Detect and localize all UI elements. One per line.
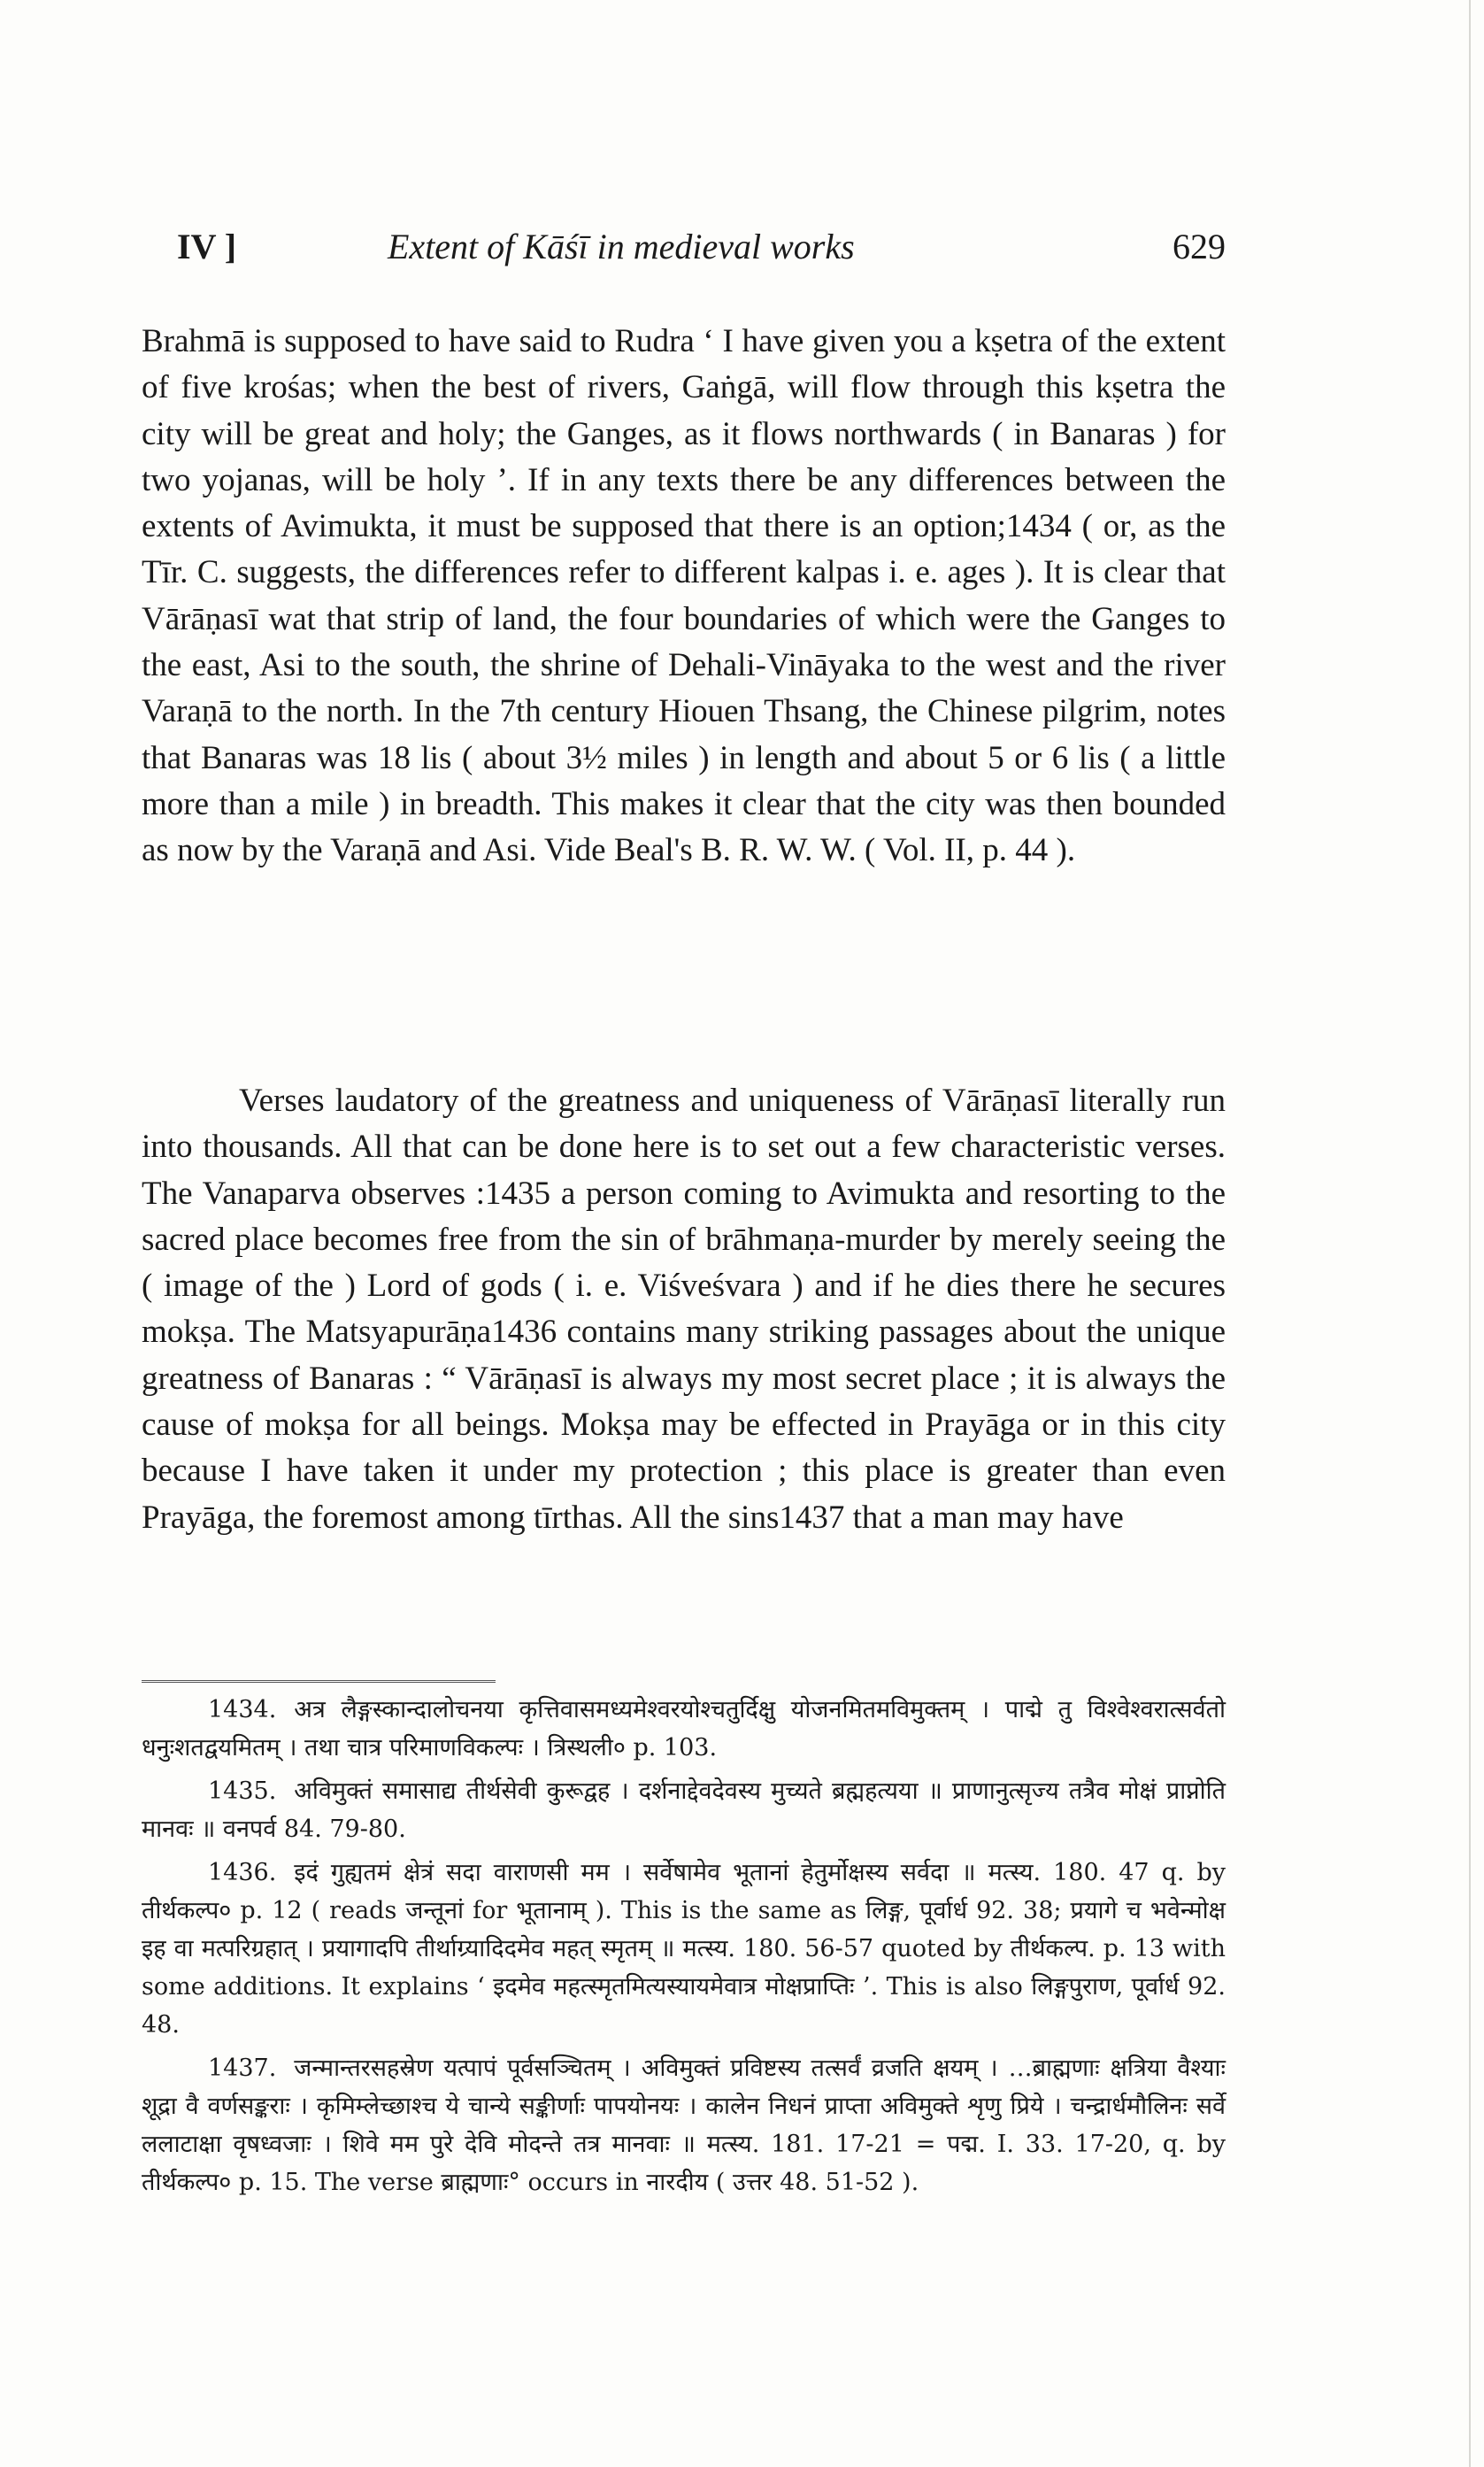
body-paragraph: Verses laudatory of the greatness and uniqueness of Vārāṇasī literally run into thousands. All that can be done here is to set out a few characteristic verses. The Vanaparva observes :1435 a person coming to Avimukta and resorting to the sacred place becomes free from the sin of brāhmaṇa-murder by merely seeing the ( image of the ) Lord of gods ( i. e. Viśveśvara ) and if he dies there he secures mokṣa. The Matsyapurāṇa1436 contains many striking passages about the unique greatness of Banaras : “ Vārāṇasī is always my most secret place ; it is always the cause of mokṣa for all beings. Mokṣa may be effected in Prayāga or in this city because I have taken it under my protection ; this place is greater than even Prayāga, the foremost among tīrthas. All the sins1437 that a man may have bbox=[142, 1083, 1226, 1536]
footnote-text: जन्मान्तरसहस्रेण यत्पापं पूर्वसञ्चितम् । अविमुक्तं प्रविष्टस्य तत्सर्वं व्रजति क्षयम् । …ब्राह्मणाः क्षत्रिया वैश्याः शूद्रा वै वर्णसङ्कराः । कृमिम्लेच्छाश्च ये चान्ये सङ्कीर्णाः पापयोनयः । कालेन निधनं प्राप्ता अविमुक्ते शृणु प्रिये । चन्द्रार्धमौलिनः सर्वे ललाटाक्षा वृषध्वजाः । शिवे मम पुरे देवि मोदन्ते तत्र मानवाः ॥ मत्स्य. 181. 17-21 = पद्म. I. 33. 17-20, q. by तीर्थकल्प० p. 15. The verse ब्राह्मणाः° occurs in नारदीय ( उत्तर 48. 51-52 ). bbox=[142, 2055, 1226, 2196]
footnote-number: 1434. bbox=[208, 1696, 277, 1723]
running-title: Extent of Kāśī in medieval works bbox=[388, 227, 855, 266]
footnote-separator bbox=[142, 1680, 496, 1683]
chapter-marker: IV ] bbox=[177, 227, 237, 266]
footnote-number: 1437. bbox=[208, 2055, 277, 2082]
footnote-text: अविमुक्तं समासाद्य तीर्थसेवी कुरूद्वह । दर्शनाद्देवदेवस्य मुच्यते ब्रह्महत्यया ॥ प्राणानुत्सृज्य तत्रैव मोक्षं प्राप्नोति मानवः ॥ वनपर्व 84. 79-80. bbox=[142, 1777, 1226, 1843]
footnote-number: 1435. bbox=[208, 1777, 277, 1805]
footnote-text: इदं गुह्यतमं क्षेत्रं सदा वाराणसी मम । सर्वेषामेव भूतानां हेतुर्मोक्षस्य सर्वदा ॥ मत्स्य. 180. 47 q. by तीर्थकल्प० p. 12 ( reads जन्तूनां for भूतानाम् ). This is the same as लिङ्ग, पूर्वार्ध 92. 38; प्रयागे च भवेन्मोक्ष इह वा मत्परिग्रहात् । प्रयागादपि तीर्थाग्र्यादिदमेव महत् स्मृतम् ॥ मत्स्य. 180. 56-57 quoted by तीर्थकल्प. p. 13 with some additions. It explains ‘ इदमेव महत्स्मृतमित्यस्यायमेवात्र मोक्षप्राप्तिः ’. This is also लिङ्गपुराण, पूर्वार्ध 92. 48. bbox=[142, 1859, 1226, 2039]
footnote-text: अत्र लैङ्गस्कान्दालोचनया कृत्तिवासमध्यमेश्वरयोश्चतुर्दिक्षु योजनमितमविमुक्तम् । पाद्मे तु विश्वेश्वरात्सर्वतो धनुःशतद्वयमितम् । तथा चात्र परिमाणविकल्पः । त्रिस्थली० p. 103. bbox=[142, 1696, 1226, 1762]
footnotes bbox=[142, 1691, 1226, 2207]
footnote bbox=[142, 1854, 1226, 2044]
footnote bbox=[142, 1691, 1226, 1767]
footnote-number: 1436. bbox=[208, 1859, 277, 1886]
page-edge-line bbox=[1469, 0, 1471, 2467]
page-header bbox=[177, 226, 1226, 279]
body-paragraph: Brahmā is supposed to have said to Rudra ‘ I have given you a kṣetra of the extent of five krośas; when the best of rivers, Gaṅgā, will flow through this kṣetra the city will be great and holy; the Ganges, as it flows northwards ( in Banaras ) for two yojanas, will be holy ’. If in any texts there be any differences between the extents of Avimukta, it must be supposed that there is an option;1434 ( or, as the Tīr. C. suggests, the differences refer to different kalpas i. e. ages ). It is clear that Vārāṇasī wat that strip of land, the four boundaries of which were the Ganges to the east, Asi to the south, the shrine of Dehali-Vināyaka to the west and the river Varaṇā to the north. In the 7th century Hiouen Thsang, the Chinese pilgrim, notes that Banaras was 18 lis ( about 3½ miles ) in length and about 5 or 6 lis ( a little more than a mile ) in breadth. This makes it clear that the city was then bounded as now by the Varaṇā and Asi. Vide Beal's B. R. W. W. ( Vol. II, p. 44 ). bbox=[142, 323, 1226, 869]
footnote bbox=[142, 1772, 1226, 1848]
footnote bbox=[142, 2049, 1226, 2201]
page-number: 629 bbox=[1173, 227, 1226, 266]
